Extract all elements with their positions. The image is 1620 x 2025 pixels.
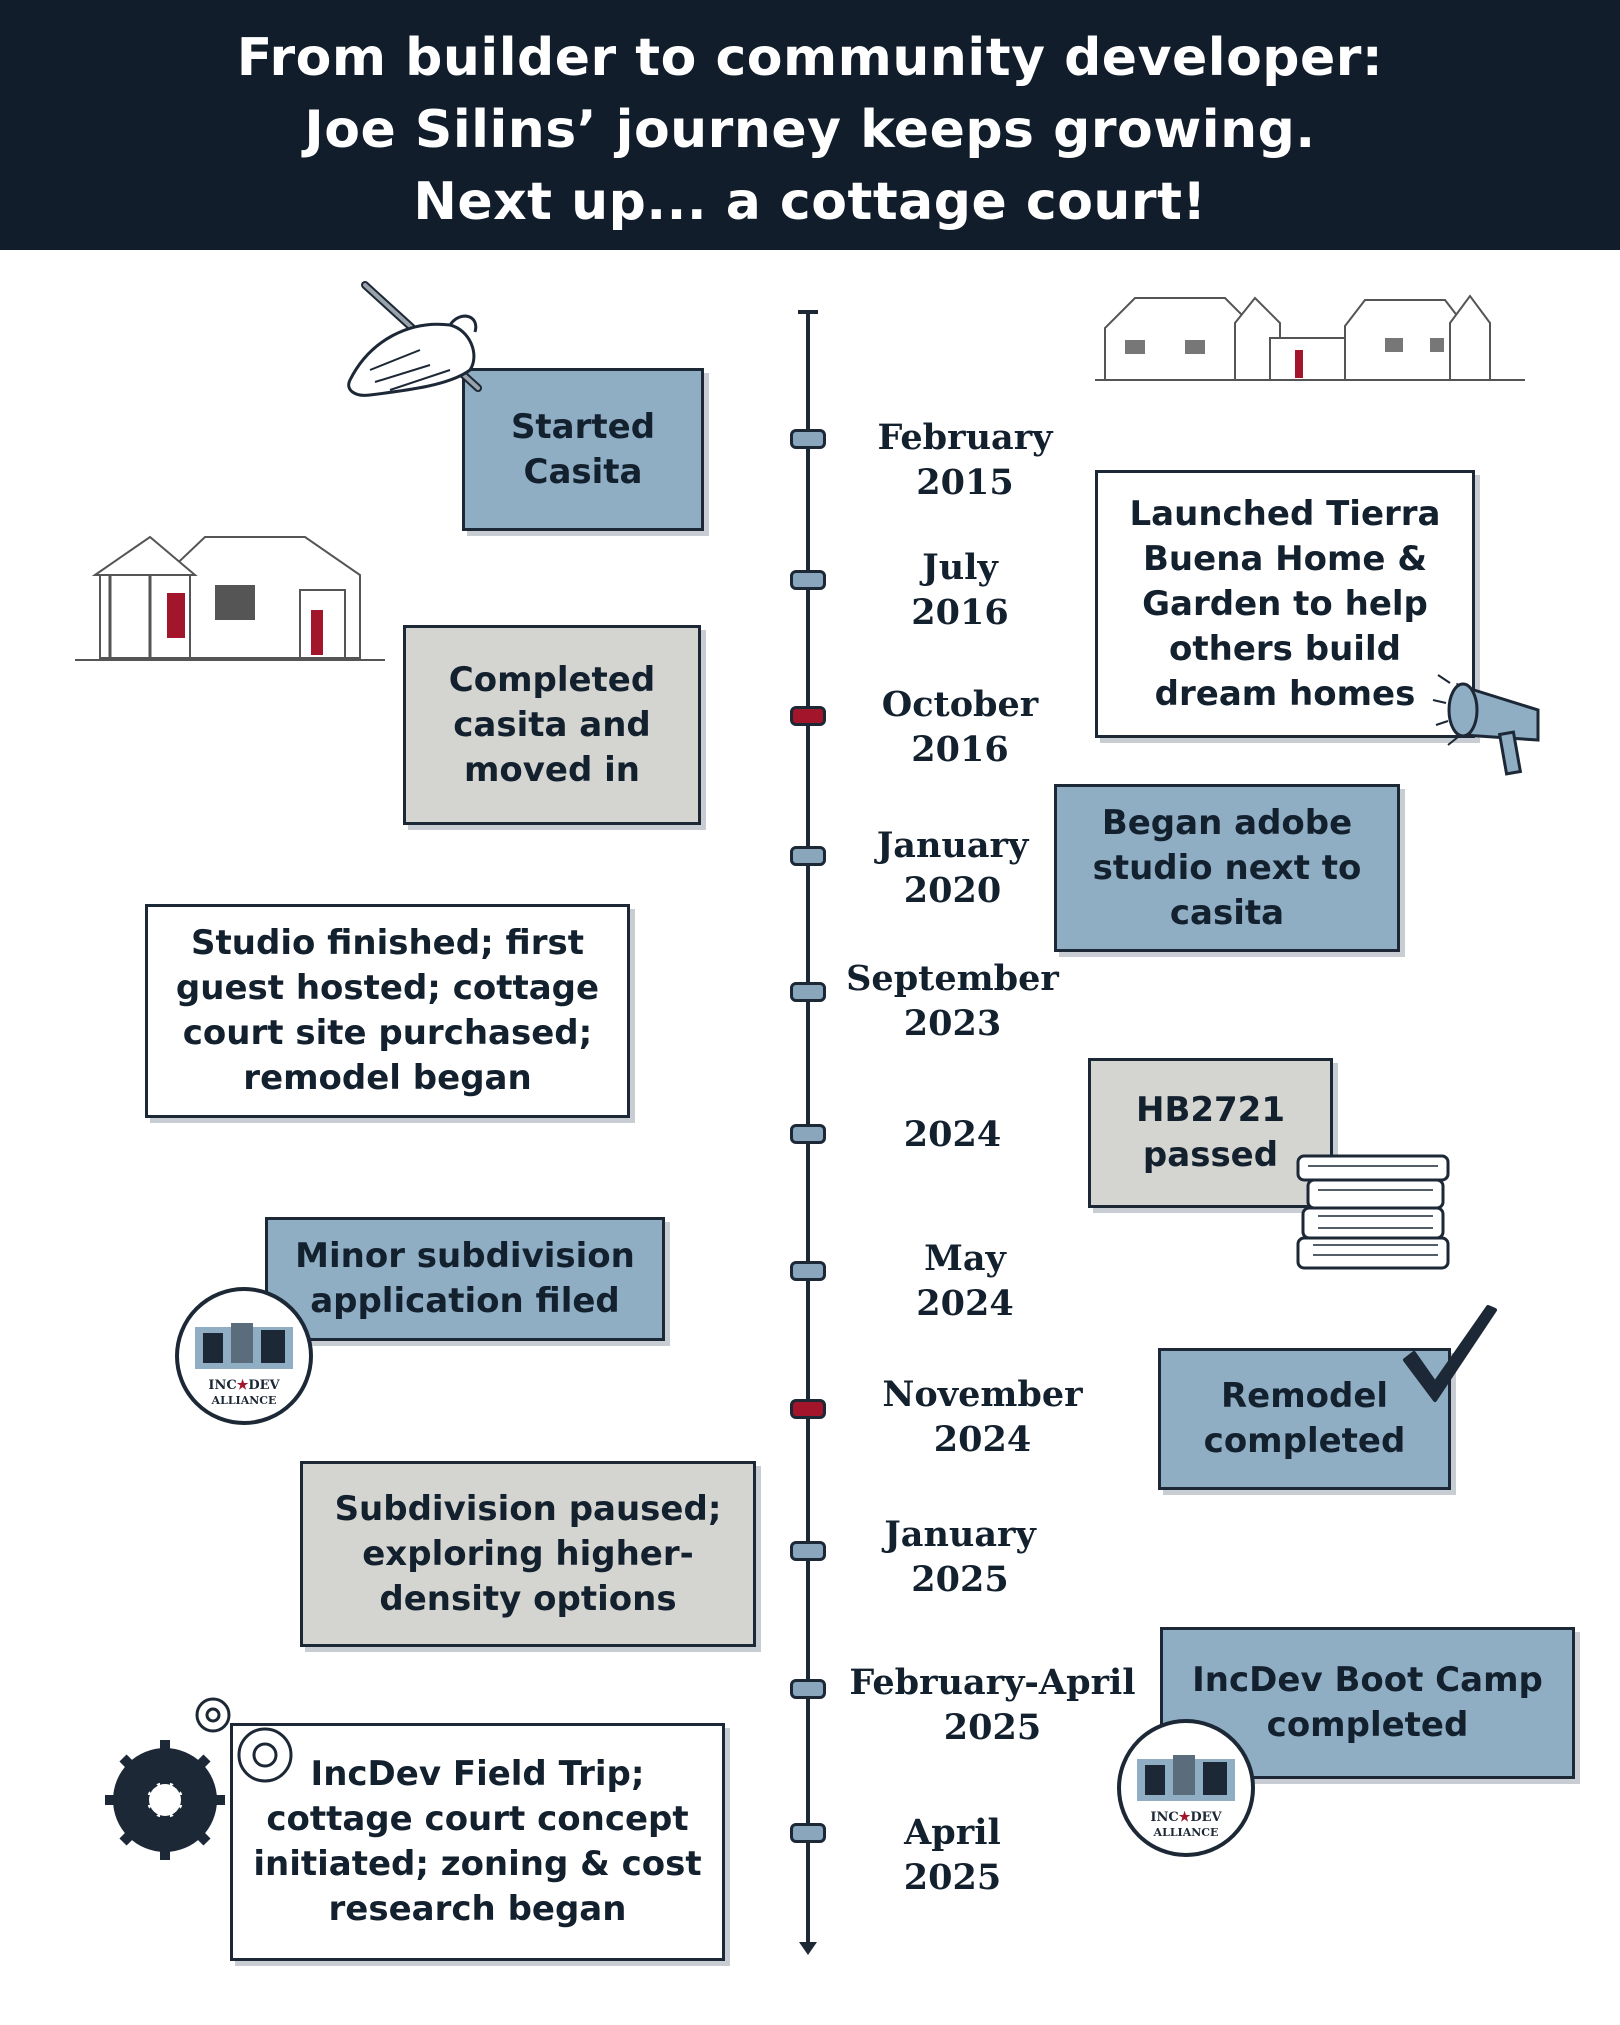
- incdev-logo-icon: [173, 1285, 315, 1427]
- books-icon: [1288, 1150, 1468, 1275]
- incdev-logo-icon: [1115, 1717, 1257, 1859]
- event-began-adobe-studio: Began adobe studio next to casita: [1054, 784, 1400, 952]
- timeline-arrow-icon: [799, 1942, 817, 1955]
- event-remodel-completed: Remodel completed: [1158, 1348, 1451, 1490]
- date-label: November 2024: [882, 1374, 1083, 1460]
- title-line-2: Joe Silins’ journey keeps growing.: [304, 100, 1316, 160]
- date-label: October 2016: [881, 684, 1039, 770]
- svg-text:ALLIANCE: ALLIANCE: [1153, 1826, 1219, 1839]
- date-label: April 2025: [903, 1812, 1002, 1898]
- event-minor-subdivision: Minor subdivision application filed: [265, 1217, 665, 1341]
- megaphone-icon: [1428, 645, 1568, 785]
- tick-sep-2023: [790, 982, 826, 1002]
- header-banner: [0, 0, 1620, 250]
- date-label: 2024: [903, 1114, 1002, 1155]
- tick-apr-2025: [790, 1823, 826, 1843]
- event-launched-tierra-buena: Launched Tierra Buena Home & Garden to help others build dream homes: [1095, 470, 1475, 738]
- tick-jan-2025: [790, 1541, 826, 1561]
- date-label: January 2025: [884, 1514, 1036, 1600]
- event-studio-finished: Studio finished; first guest hosted; cottage court site purchased; remodel began: [145, 904, 630, 1118]
- date-label: May 2024: [916, 1238, 1014, 1324]
- date-label: January 2020: [876, 825, 1029, 911]
- svg-text:ALLIANCE: ALLIANCE: [211, 1394, 277, 1407]
- event-started-casita: Started Casita: [462, 368, 704, 531]
- tick-2024: [790, 1124, 826, 1144]
- tick-jul-2016: [790, 570, 826, 590]
- date-label: September 2023: [846, 958, 1059, 1044]
- tick-feb-apr-2025: [790, 1679, 826, 1699]
- tick-may-2024: [790, 1261, 826, 1281]
- gears-icon: [105, 1695, 305, 1865]
- event-completed-casita: Completed casita and moved in: [403, 625, 701, 825]
- date-label: February 2015: [877, 417, 1053, 503]
- date-label: July 2016: [911, 547, 1009, 633]
- title-line-3: Next up... a cottage court!: [413, 172, 1207, 232]
- event-subdivision-paused: Subdivision paused; exploring higher- density options: [300, 1461, 756, 1647]
- hand-pencil-icon: [330, 270, 490, 410]
- event-bootcamp-completed: IncDev Boot Camp completed: [1160, 1627, 1575, 1779]
- event-hb2721-passed: HB2721 passed: [1088, 1058, 1333, 1208]
- tick-nov-2024: [790, 1399, 826, 1419]
- tick-oct-2016: [790, 706, 826, 726]
- event-field-trip: IncDev Field Trip; cottage court concept initiated; zoning & cost research began: [230, 1723, 725, 1961]
- svg-text:INC★DEV: INC★DEV: [208, 1378, 280, 1393]
- house-icon: [75, 515, 385, 665]
- cottage-row-icon: [1095, 288, 1525, 388]
- checkmark-icon: [1400, 1305, 1500, 1415]
- date-label: February-April 2025: [849, 1662, 1136, 1748]
- tick-jan-2020: [790, 846, 826, 866]
- tick-feb-2015: [790, 429, 826, 449]
- svg-text:INC★DEV: INC★DEV: [1150, 1810, 1222, 1825]
- title-line-1: From builder to community developer:: [236, 28, 1384, 88]
